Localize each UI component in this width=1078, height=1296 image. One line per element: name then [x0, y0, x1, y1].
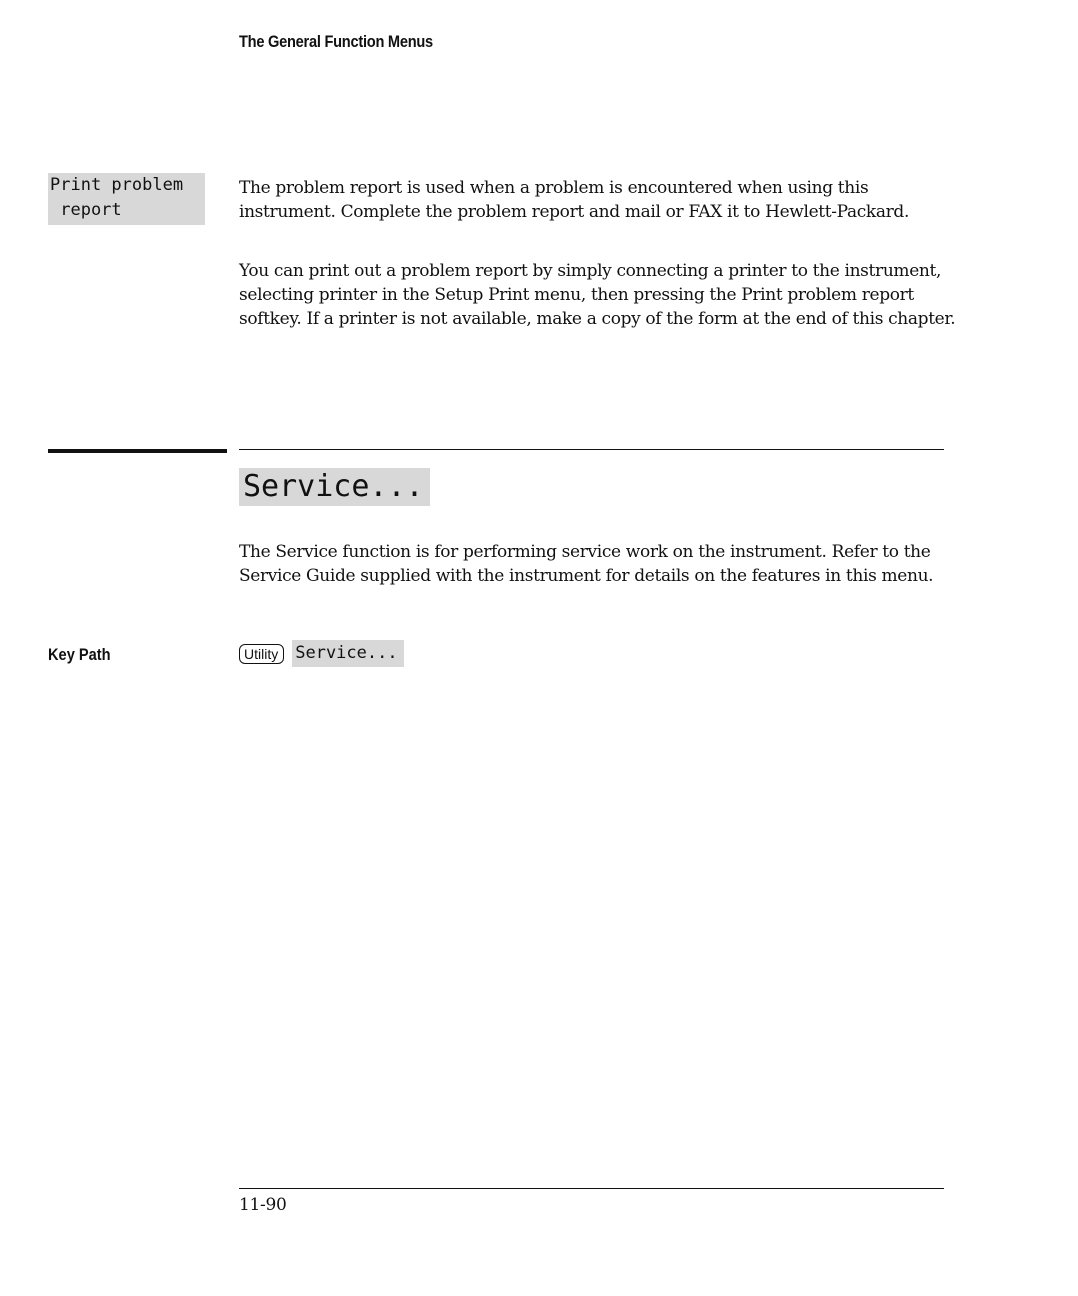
section-divider-thin: [239, 449, 944, 450]
page-number: 11-90: [239, 1195, 287, 1215]
utility-hardkey[interactable]: Utility: [239, 644, 284, 664]
service-softkey[interactable]: Service...: [292, 640, 403, 667]
section-divider-thick: [48, 449, 227, 453]
service-description: The Service function is for performing service work on the instrument. Refer to the Service Guide supplied with the instrument for details on the features in this menu.: [239, 542, 934, 586]
problem-report-paragraph-2: You can print out a problem report by simply connecting a printer to the instrument, selecting printer in the Setup Print menu, then pressing the Print problem report softkey. If a printer is not available, make a copy of the form at the end of this chapter.: [239, 261, 956, 329]
service-section-title: Service...: [239, 468, 430, 506]
key-path-sequence: [239, 640, 404, 667]
key-path-label: Key Path: [48, 645, 111, 664]
running-header: The General Function Menus: [239, 32, 433, 51]
print-problem-report-softkey[interactable]: Print problem report: [48, 173, 205, 225]
problem-report-paragraph-1: The problem report is used when a problem is encountered when using this instrument. Complete the problem report and mail or FAX it to Hewlett-Packard.: [239, 178, 910, 222]
footer-rule: [239, 1188, 944, 1189]
